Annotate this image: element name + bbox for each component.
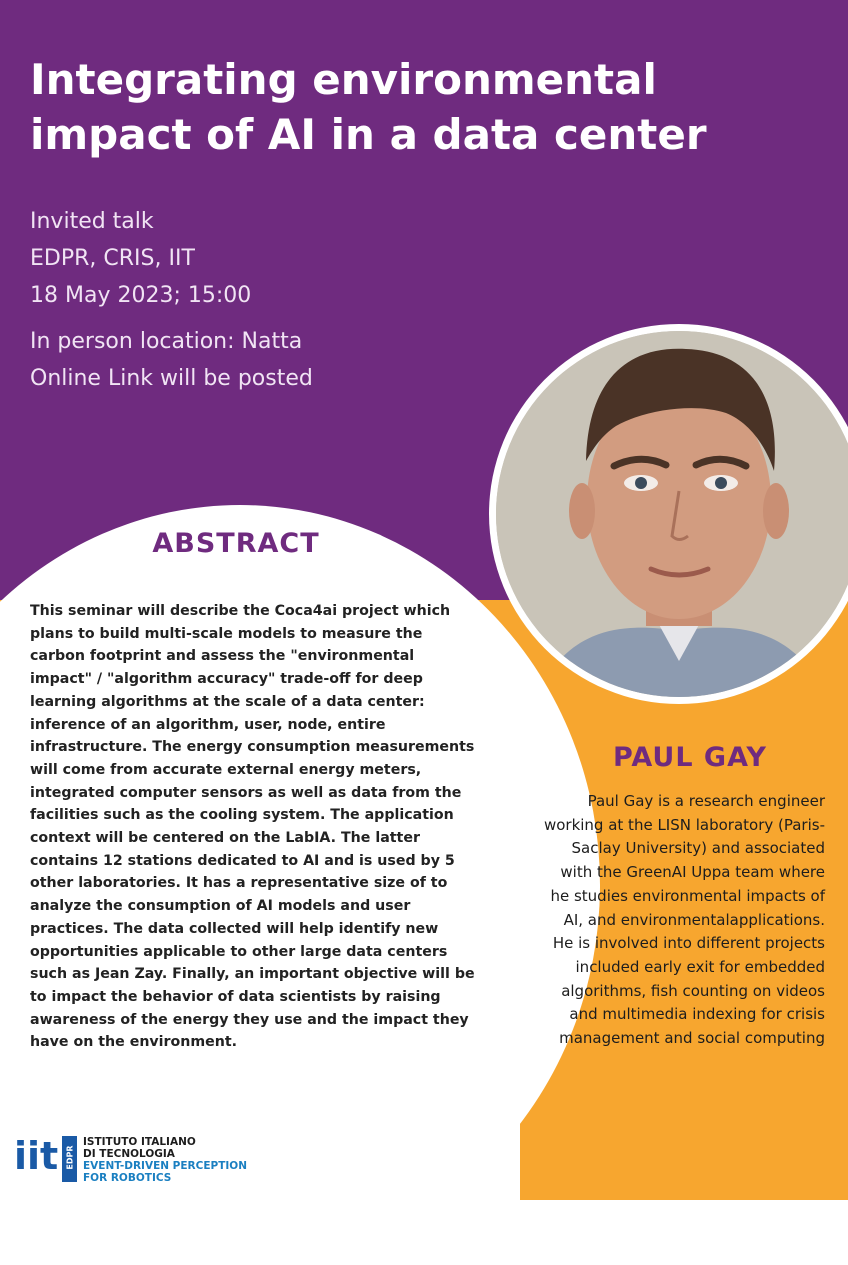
event-hosts: EDPR, CRIS, IIT bbox=[30, 246, 195, 271]
talk-title: Integrating environmental impact of AI in a data center bbox=[30, 55, 707, 159]
logo-line-2: DI TECNOLOGIA bbox=[83, 1148, 175, 1160]
edpr-tag-label: EDPR bbox=[65, 1145, 75, 1170]
logo-line-1: ISTITUTO ITALIANO bbox=[83, 1136, 196, 1148]
event-details bbox=[30, 203, 251, 314]
event-datetime: 18 May 2023; 15:00 bbox=[30, 283, 252, 308]
logo-line-4: FOR ROBOTICS bbox=[83, 1172, 172, 1184]
white-footer-area bbox=[0, 1120, 520, 1200]
logo-line-3: EVENT-DRIVEN PERCEPTION bbox=[83, 1160, 247, 1172]
event-type: Invited talk bbox=[30, 209, 154, 234]
speaker-portrait-illustration bbox=[496, 331, 848, 697]
speaker-bio: Paul Gay is a research engineer working at the LISN laboratory (Paris-Saclay University) and associated with the GreenAI Uppa team where he studies environmental impacts of AI, and environmentalapplications. He is involved into different projects included early exit for embedded algorithms, fish counting on videos and multimedia indexing for crisis management and social computing bbox=[543, 792, 825, 1048]
speaker-name: PAUL GAY bbox=[613, 742, 767, 773]
event-location: In person location: Natta bbox=[30, 329, 303, 354]
speaker-photo bbox=[496, 331, 848, 697]
abstract-text: This seminar will describe the Coca4ai project which plans to build multi-scale models to measure the carbon footprint and assess the "environmental impact" / "algorithm accuracy" trade-off for deep learning algorithms at the scale of a data center: inference of an algorithm, user, node, entire infrastructure. The energy consumption measurements will come from accurate external energy meters, integrated computer sensors as well as data from the facilities such as the cooling system. The application context will be centered on the LabIA. The latter contains 12 stations dedicated to AI and is used by 5 other laboratories. It has a representative size of to analyze the consumption of AI models and user practices. The data collected will help identify new opportunities applicable to other large data centers such as Jean Zay. Finally, an important objective will be to impact the behavior of data scientists by raising awareness of the energy they use and the impact they have on the environment. bbox=[30, 603, 475, 1051]
abstract-heading: ABSTRACT bbox=[152, 528, 320, 559]
iit-logo-mark: iit bbox=[14, 1134, 59, 1178]
event-location-block bbox=[30, 323, 313, 397]
event-online-link: Online Link will be posted bbox=[30, 366, 313, 391]
logo-text bbox=[83, 1136, 247, 1184]
edpr-tag bbox=[62, 1136, 77, 1182]
